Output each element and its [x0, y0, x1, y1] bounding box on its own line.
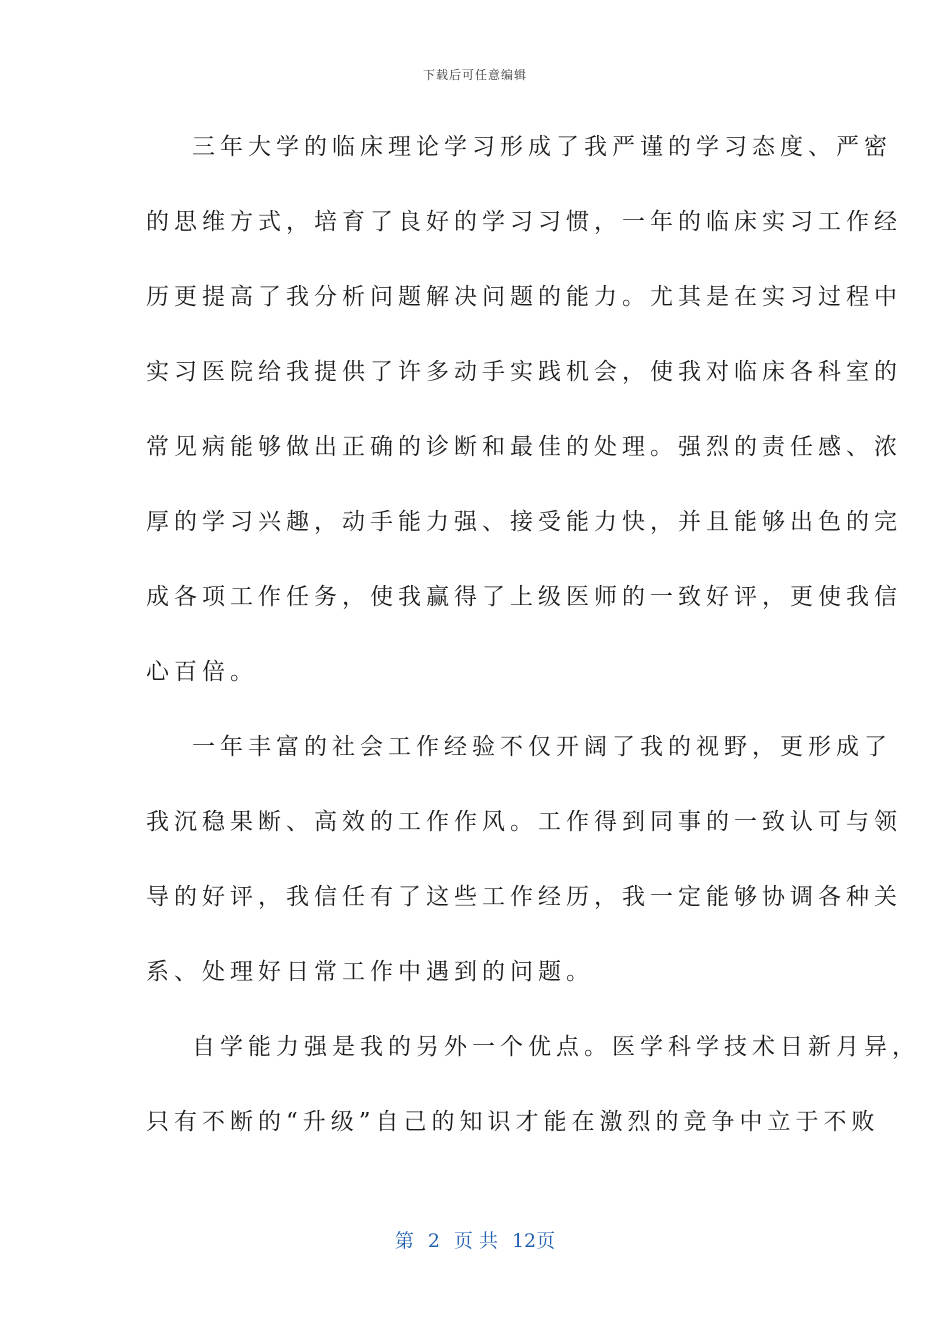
- text-line: 历更提高了我分析问题解决问题的能力。尤其是在实习过程中: [146, 284, 902, 310]
- text-line: 导的好评，我信任有了这些工作经历，我一定能够协调各种关: [146, 884, 902, 910]
- footer-middle: 页 共: [453, 1230, 498, 1252]
- text-line: 我沉稳果断、高效的工作作风。工作得到同事的一致认可与领: [146, 809, 902, 835]
- text-line: 系、处理好日常工作中遇到的问题。: [146, 959, 594, 985]
- footer-prefix: 第: [394, 1230, 414, 1252]
- text-line: 厚的学习兴趣，动手能力强、接受能力快，并且能够出色的完: [146, 509, 902, 535]
- text-line: 心百倍。: [146, 659, 258, 685]
- text-line: 一年丰富的社会工作经验不仅开阔了我的视野，更形成了: [192, 734, 892, 760]
- text-line: 三年大学的临床理论学习形成了我严谨的学习态度、严密: [192, 134, 892, 160]
- footer-total-pages: 12: [511, 1230, 537, 1252]
- text-line: 自学能力强是我的另外一个优点。医学科学技术日新月异，: [192, 1034, 920, 1060]
- text-line: 实习医院给我提供了许多动手实践机会，使我对临床各科室的: [146, 359, 902, 385]
- footer-current-page: 2: [427, 1230, 440, 1252]
- footer-suffix: 页: [536, 1230, 556, 1252]
- text-line: 成各项工作任务，使我赢得了上级医师的一致好评，更使我信: [146, 584, 902, 610]
- text-line: 常见病能够做出正确的诊断和最佳的处理。强烈的责任感、浓: [146, 434, 902, 460]
- text-line: 只有不断的“升级”自己的知识才能在激烈的竞争中立于不败: [146, 1109, 880, 1135]
- page-header-note: 下载后可任意编辑: [422, 68, 527, 82]
- text-line: 的思维方式，培育了良好的学习习惯，一年的临床实习工作经: [146, 209, 902, 235]
- page-number-footer: [0, 1226, 950, 1253]
- document-body: [146, 110, 920, 1160]
